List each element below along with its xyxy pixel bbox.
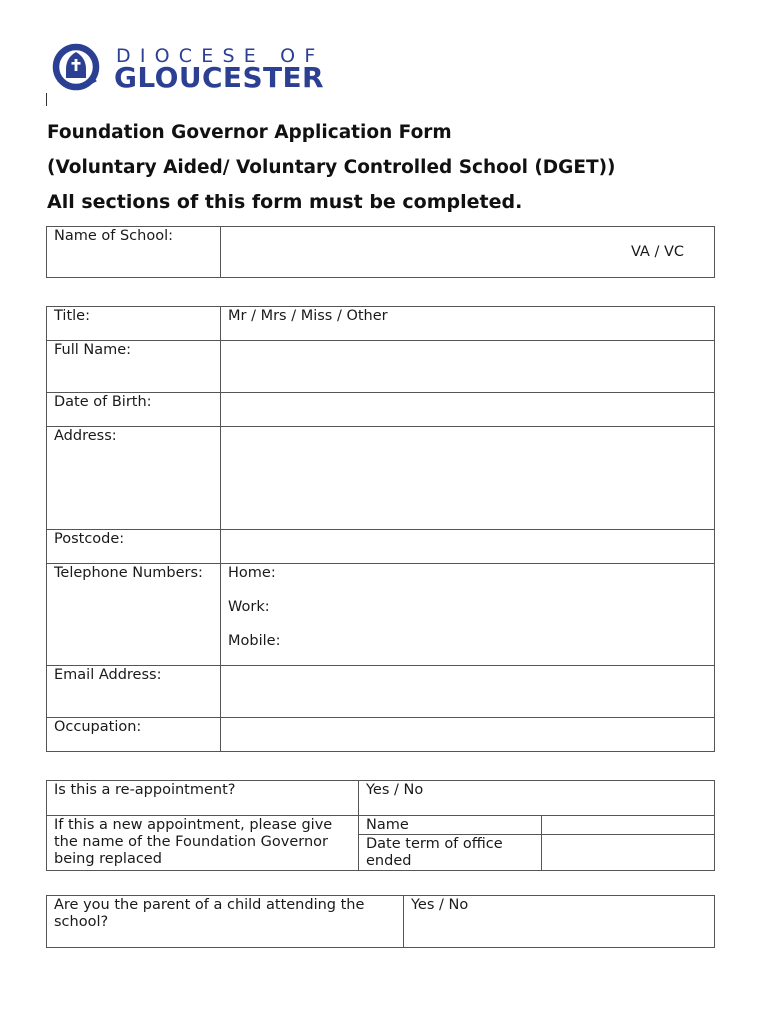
- parent-answer-options: Yes / No: [411, 897, 469, 913]
- personal-details-table: [46, 306, 715, 752]
- occupation-field[interactable]: [221, 718, 715, 752]
- form-subtitle: (Voluntary Aided/ Voluntary Controlled School (DGET)): [47, 157, 616, 178]
- reappointment-options: Yes / No: [366, 782, 424, 798]
- replaced-name-label: Name: [359, 816, 542, 835]
- school-type-options[interactable]: [596, 227, 715, 278]
- dob-field[interactable]: [221, 393, 715, 427]
- title-field[interactable]: [221, 307, 715, 341]
- email-label: Email Address:: [47, 666, 221, 718]
- tel-work-label: Work:: [228, 599, 270, 615]
- fullname-field[interactable]: [221, 341, 715, 393]
- new-appointment-label: If this a new appointment, please give the name of the Foundation Governor being replaced: [47, 816, 359, 871]
- tel-home-label: Home:: [228, 565, 276, 581]
- form-title: Foundation Governor Application Form: [47, 122, 452, 143]
- reappointment-field[interactable]: [359, 781, 715, 816]
- reappointment-label: Is this a re-appointment?: [47, 781, 359, 816]
- title-options: Mr / Mrs / Miss / Other: [228, 308, 388, 324]
- text-cursor: [46, 93, 47, 106]
- form-instruction: All sections of this form must be completed.: [47, 191, 523, 213]
- dob-label: Date of Birth:: [47, 393, 221, 427]
- parent-answer-field[interactable]: [404, 896, 715, 948]
- telephone-label: Telephone Numbers:: [47, 564, 221, 666]
- occupation-label: Occupation:: [47, 718, 221, 752]
- title-label: Title:: [47, 307, 221, 341]
- church-ring-icon: [52, 42, 102, 92]
- fullname-label: Full Name:: [47, 341, 221, 393]
- diocese-logo: [52, 42, 352, 94]
- appointment-table: [46, 780, 715, 871]
- school-name-label: Name of School:: [47, 227, 221, 278]
- telephone-field[interactable]: [221, 564, 715, 666]
- replaced-name-field[interactable]: [542, 816, 715, 835]
- school-table: [46, 226, 715, 278]
- tel-mobile-label: Mobile:: [228, 633, 281, 649]
- postcode-label: Postcode:: [47, 530, 221, 564]
- school-type-text: VA / VC: [630, 244, 684, 260]
- parent-table: [46, 895, 715, 948]
- logo-bottom-text: GLOUCESTER: [114, 61, 324, 94]
- postcode-field[interactable]: [221, 530, 715, 564]
- term-ended-field[interactable]: [542, 835, 715, 871]
- address-field[interactable]: [221, 427, 715, 530]
- term-ended-label: Date term of office ended: [359, 835, 542, 871]
- logo-top-text: DIOCESE OF: [116, 45, 325, 67]
- email-field[interactable]: [221, 666, 715, 718]
- parent-question-label: Are you the parent of a child attending the school?: [47, 896, 404, 948]
- address-label: Address:: [47, 427, 221, 530]
- school-name-field[interactable]: [221, 227, 596, 278]
